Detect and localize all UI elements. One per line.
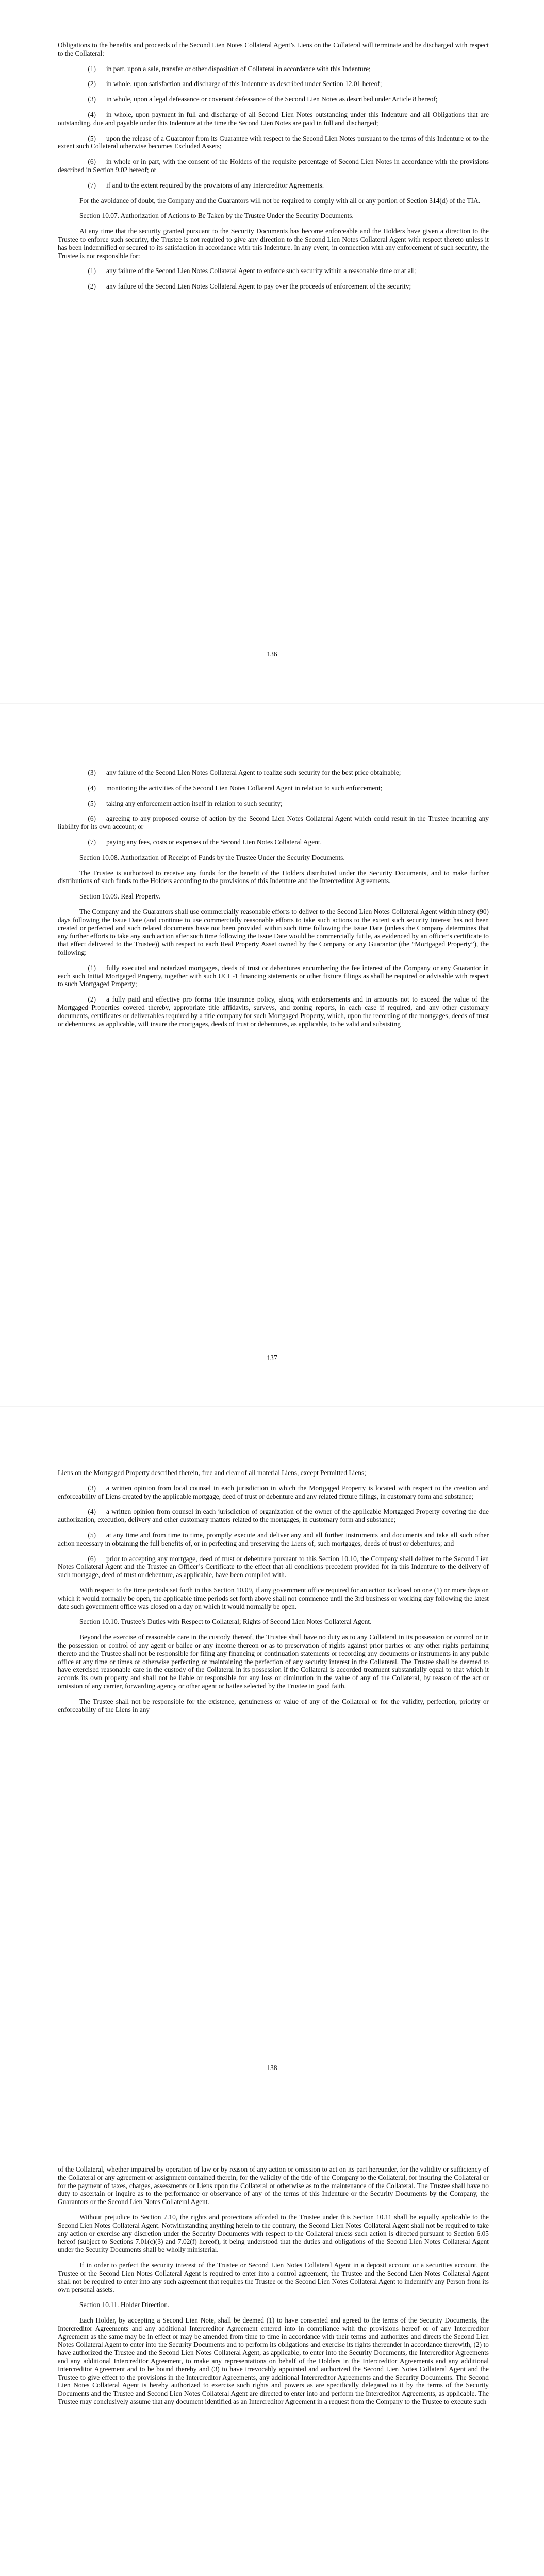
paragraph: The Trustee shall not be responsible for the existence, genuineness or value of any of the Collateral or for the validity, perfection, priority or enforceability of the Liens in any: [58, 1697, 489, 1714]
paragraph: For the avoidance of doubt, the Company and the Guarantors will not be required to comply with all or any portion of Section 314(d) of the TIA.: [79, 196, 480, 205]
section-heading: Section 10.10. Trustee’s Duties with Respect to Collateral; Rights of Second Lien Notes Collateral Agent.: [79, 1618, 372, 1626]
section-heading: Section 10.08. Authorization of Receipt of Funds by the Trustee Under the Security Documents.: [79, 853, 345, 861]
paragraph: Beyond the exercise of reasonable care in the custody thereof, the Trustee shall have no duty as to any Collateral in its possession or control or in the possession or control of any agent or bailee or any income thereon or as to preservation of rights against prior parties or any other rights pertaining thereto and the Trustee shall not be responsible for filing any financing or continuation statements or recording any documents or instruments in any public office at any time or times or otherwise perfecting or maintaining the perfection of any security interest in the Collateral. The Trustee shall be deemed to have exercised reasonable care in the custody of the Collateral in its possession if the Collateral is accorded treatment substantially equal to that which it accords its own property and shall not be liable or responsible for any loss or diminution in the value of any of the Collateral, by reason of the act or omission of any carrier, forwarding agency or other agent or bailee selected by the Trustee in good faith.: [58, 1633, 489, 1690]
section-heading: Section 10.07. Authorization of Actions to Be Taken by the Trustee Under the Security Documents.: [79, 212, 354, 220]
list-item: (6) in whole or in part, with the consent of the Holders of the requisite percentage of Second Lien Notes in accordance with the provisions described in Section 9.02 hereof; or: [58, 158, 489, 174]
section-heading: Section 10.11. Holder Direction.: [79, 2301, 170, 2309]
paragraph: At any time that the security granted pursuant to the Security Documents has become enforceable and the Holders have given a direction to the Trustee to enforce such security, the Trustee is not required to give any direction to the Second Lien Notes Collateral Agent with respect thereto unless it has been indemnified or secured to its satisfaction in accordance with this Indenture. In any event, in connection with any enforcement of such security, the Trustee is not responsible for:: [58, 227, 489, 260]
list-item: (6) prior to accepting any mortgage, deed of trust or debenture pursuant to this Section 10.10, the Company shall deliver to the Second Lien Notes Collateral Agent and the Trustee an Officer’s Certificate to the effect that all conditions precedent provided for in this Indenture to the delivery of such mortgage, deed of trust or debenture, as applicable, have been complied with.: [58, 1554, 489, 1579]
list-item: (7) paying any fees, costs or expenses of the Second Lien Notes Collateral Agent.: [88, 838, 322, 846]
paragraph: of the Collateral, whether impaired by operation of law or by reason of any action or omission to act on its part hereunder, for the validity or sufficiency of the Collateral or any agreement or assignment contained therein, for the validity of the title of the Company to the Collateral, for insuring the Collateral or for the payment of taxes, charges, assessments or Liens upon the Collateral or otherwise as to the maintenance of the Collateral. The Trustee shall have no duty to ascertain or inquire as to the performance or observance of any of the terms of this Indenture or the Security Documents by the Company, the Guarantors or the Second Lien Notes Collateral Agent.: [58, 2165, 489, 2206]
list-item: (4) a written opinion from counsel in each jurisdiction of organization of the owner of the applicable Mortgaged Property covering the due authorization, execution, delivery and other customary matters related to the mortgages, in customary form and substance;: [58, 1507, 489, 1524]
list-item: (5) taking any enforcement action itself in relation to such security;: [88, 799, 283, 807]
list-item: (2) any failure of the Second Lien Notes Collateral Agent to pay over the proceeds of enforcement of the security;: [88, 282, 411, 291]
list-item: (3) a written opinion from local counsel in each jurisdiction in which the Mortgaged Property is located with respect to the creation and enforceability of Liens created by the applicable mortgage, deed of trust or debenture and any related fixture filings, in customary form and substance;: [58, 1484, 489, 1500]
paragraph: With respect to the time periods set forth in this Section 10.09, if any government office required for an action is closed on one (1) or more days on which it would normally be open, the applicable time periods set forth above shall not commence until the 3rd business or working day following the latest date such government office was closed on a day on which it would normally be open.: [58, 1586, 489, 1611]
list-item: (7) if and to the extent required by the provisions of any Intercreditor Agreements.: [88, 181, 324, 189]
page-separator: [0, 1406, 544, 1407]
page-text: [58, 2165, 489, 2413]
list-item: (4) in whole, upon payment in full and discharge of all Second Lien Notes outstanding under this Indenture and all Obligations that are outstanding, due and payable under this Indenture at the time the Second Lien Notes are paid in full and discharged;: [58, 110, 489, 127]
list-item: (2) in whole, upon satisfaction and discharge of this Indenture as described under Section 12.01 hereof;: [88, 80, 382, 88]
page-text: [58, 41, 489, 298]
paragraph: The Company and the Guarantors shall use commercially reasonable efforts to deliver to the Second Lien Notes Collateral Agent within ninety (90) days following the Issue Date (and continue to use commercially reasonable efforts to take such actions to the extent such security interest has not been created or perfected and such related documents have not been provided within such time following the Issue Date (unless the Company determines that any further efforts to take any such action after such time following the Issue Date would be commercially futile, as evidenced by an officer’s certificate to that effect delivered to the Trustee)) with respect to each Real Property Asset owned by the Company or any Guarantor (the “Mortgaged Property”), the following:: [58, 907, 489, 956]
page-text: [58, 1469, 489, 1721]
page-separator: [0, 703, 544, 704]
list-item: (1) fully executed and notarized mortgages, deeds of trust or debentures encumbering the fee interest of the Company or any Guarantor in each such Initial Mortgaged Property, together with such UCC-1 financing statements or other fixture filings as shall be required or advisable with respect to such Mortgaged Property;: [58, 963, 489, 988]
list-item: (4) monitoring the activities of the Second Lien Notes Collateral Agent in relation to such enforcement;: [88, 784, 383, 792]
paragraph: The Trustee is authorized to receive any funds for the benefit of the Holders distributed under the Security Documents, and to make further distributions of such funds to the Holders according to the provisions of this Indenture and the Intercreditor Agreements.: [58, 869, 489, 885]
list-item: (3) in whole, upon a legal defeasance or covenant defeasance of the Second Lien Notes as described under Article 8 hereof;: [88, 95, 438, 104]
section-heading: Section 10.09. Real Property.: [79, 892, 160, 901]
page-number: 138: [267, 2064, 277, 2072]
list-item: (6) agreeing to any proposed course of action by the Second Lien Notes Collateral Agent which could result in the Trustee incurring any liability for its own account; or: [58, 815, 489, 831]
page-number: 137: [267, 1354, 277, 1362]
page-text: [58, 769, 489, 1035]
list-item: (1) in part, upon a sale, transfer or other disposition of Collateral in accordance with this Indenture;: [88, 64, 371, 73]
list-item: (5) at any time and from time to time, promptly execute and deliver any and all further instruments and documents and take all such other action necessary in obtaining the full benefits of, or in perfecting and preserving the Liens of, such mortgages, deeds of trust or debentures; and: [58, 1531, 489, 1547]
paragraph: Obligations to the benefits and proceeds of the Second Lien Notes Collateral Agent’s Liens on the Collateral will terminate and be discharged with respect to the Collateral:: [58, 41, 489, 57]
page-number: 136: [267, 650, 277, 658]
paragraph: If in order to perfect the security interest of the Trustee or Second Lien Notes Collateral Agent in a deposit account or a securities account, the Trustee or the Second Lien Notes Collateral Agent is required to enter into a control agreement, the Trustee and the Second Lien Notes Collateral Agent shall not be required to enter into any such agreement that requires the Trustee or the Second Lien Notes Collateral Agent to indemnify any Person from its own personal assets.: [58, 2261, 489, 2294]
paragraph: Liens on the Mortgaged Property described therein, free and clear of all material Liens, except Permitted Liens;: [58, 1469, 366, 1477]
paragraph: Each Holder, by accepting a Second Lien Note, shall be deemed (1) to have consented and agreed to the terms of the Security Documents, the Intercreditor Agreements and any additional Intercreditor Agreement entered into in compliance with the provisions hereof or of any Intercreditor Agreement as the same may be in effect or may be amended from time to time in accordance with their terms and authorizes and directs the Second Lien Notes Collateral Agent to enter into the Security Documents and to perform its obligations and exercise its rights thereunder in accordance therewith, (2) to have authorized the Trustee and the Second Lien Notes Collateral Agent, as applicable, to enter into the Security Documents, the Intercreditor Agreements and any additional Intercreditor Agreement, to make any representations on behalf of the Holders in the Intercreditor Agreements and any additional Intercreditor Agreement and to be bound thereby and (3) to have irrevocably appointed and authorized the Second Lien Notes Collateral Agent and the Trustee to give effect to the provisions in the Intercreditor Agreements, any additional Intercreditor Agreements and the Security Documents. The Second Lien Notes Collateral Agent is hereby authorized to exercise such rights and powers as are specifically delegated to it by the terms of the Security Documents and the Trustee and Second Lien Notes Collateral Agent are directed to enter into and perform the Intercreditor Agreements, as applicable. The Trustee may conclusively assume that any document identified as an Intercreditor Agreement in a request from the Company to the Trustee to execute such: [58, 2316, 489, 2405]
list-item: (2) a fully paid and effective pro forma title insurance policy, along with endorsements and in amounts not to exceed the value of the Mortgaged Properties covered thereby, appropriate title affidavits, surveys, and zoning reports, in each case if required, and any other customary documents, certificates or deliverables required by a title company for such Mortgaged Property, which, upon the recording of the mortgages, deeds of trust or debentures, as applicable, will insure the mortgages, deeds of trust or debentures, as applicable, to be valid and subsisting: [58, 995, 489, 1028]
list-item: (1) any failure of the Second Lien Notes Collateral Agent to enforce such security within a reasonable time or at all;: [88, 267, 417, 275]
list-item: (3) any failure of the Second Lien Notes Collateral Agent to realize such security for the best price obtainable;: [88, 769, 401, 776]
paragraph: Without prejudice to Section 7.10, the rights and protections afforded to the Trustee under this Section 10.11 shall be equally applicable to the Second Lien Notes Collateral Agent. Notwithstanding anything herein to the contrary, the Second Lien Notes Collateral Agent shall not be required to take any action or exercise any discretion under the Security Documents with respect to the Collateral unless such action is directed pursuant to Section 6.05 hereof (subject to Sections 7.01(c)(3) and 7.02(f) hereof), it being understood that the duties and obligations of the Second Lien Notes Collateral Agent under the Security Documents shall be wholly ministerial.: [58, 2213, 489, 2254]
list-item: (5) upon the release of a Guarantor from its Guarantee with respect to the Second Lien Notes pursuant to the terms of this Indenture or to the extent such Collateral otherwise becomes Excluded Assets;: [58, 134, 489, 150]
